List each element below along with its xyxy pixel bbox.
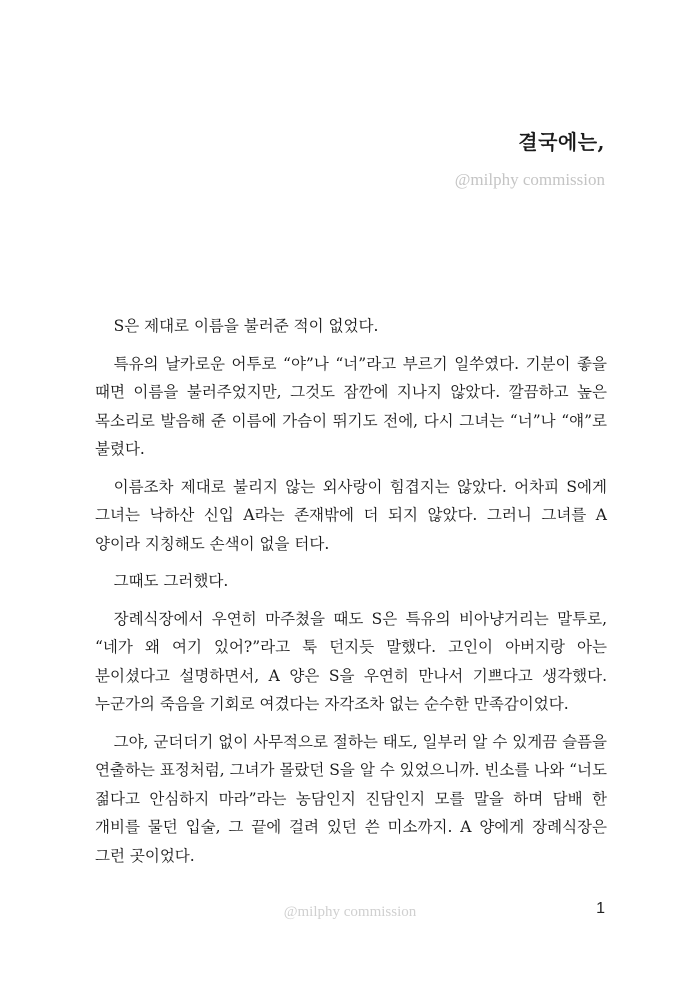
paragraph-2: 특유의 날카로운 어투로 “야”나 “너”라고 부르기 일쑤였다. 기분이 좋을 때면 이름을 불러주었지만, 그것도 잠깐에 지나지 않았다. 깔끔하고 높은 목소리로 발음해 준 이름에 가슴이 뛰기도 전에, 다시 그녀는 “너”나 “얘”로 불렸다.	[95, 354, 607, 458]
paragraph-5: 장례식장에서 우연히 마주쳤을 때도 S은 특유의 비아냥거리는 말투로, “네가 왜 여기 있어?”라고 툭 던지듯 말했다. 고인이 아버지랑 아는 분이셨다고 설명하면서, A 양은 S을 우연히 만나서 기쁘다고 생각했다. 누군가의 죽음을 기회로 여겼다는 자각조차 없는 순수한 만족감이었다.	[95, 609, 607, 713]
watermark-bottom: @milphy commission	[283, 904, 417, 920]
page-number: 1	[596, 900, 605, 917]
paragraph-1: S은 제대로 이름을 불러준 적이 없었다.	[113, 317, 379, 335]
paragraph-3: 이름조차 제대로 불리지 않는 외사랑이 힘겹지는 않았다. 어차피 S에게 그녀는 낙하산 신입 A라는 존재밖에 더 되지 않았다. 그러니 그녀를 A 양이라 지칭해도 손색이 없을 터다.	[95, 477, 607, 553]
paragraph-4: 그때도 그러했다.	[113, 572, 229, 590]
watermark-top: @milphy commission	[454, 170, 605, 189]
body-text	[95, 312, 607, 879]
document-title: 결국에는,	[518, 130, 605, 154]
paragraph-6: 그야, 군더더기 없이 사무적으로 절하는 태도, 일부러 알 수 있게끔 슬픔을 연출하는 표정처럼, 그녀가 몰랐던 S을 알 수 있었으니까. 빈소를 나와 “너도 젊다고 안심하지 마라”라는 농담인지 진담인지 모를 말을 하며 담배 한 개비를 물던 입술, 그 끝에 걸려 있던 쓴 미소까지. A 양에게 장례식장은 그런 곳이었다.	[95, 732, 607, 865]
